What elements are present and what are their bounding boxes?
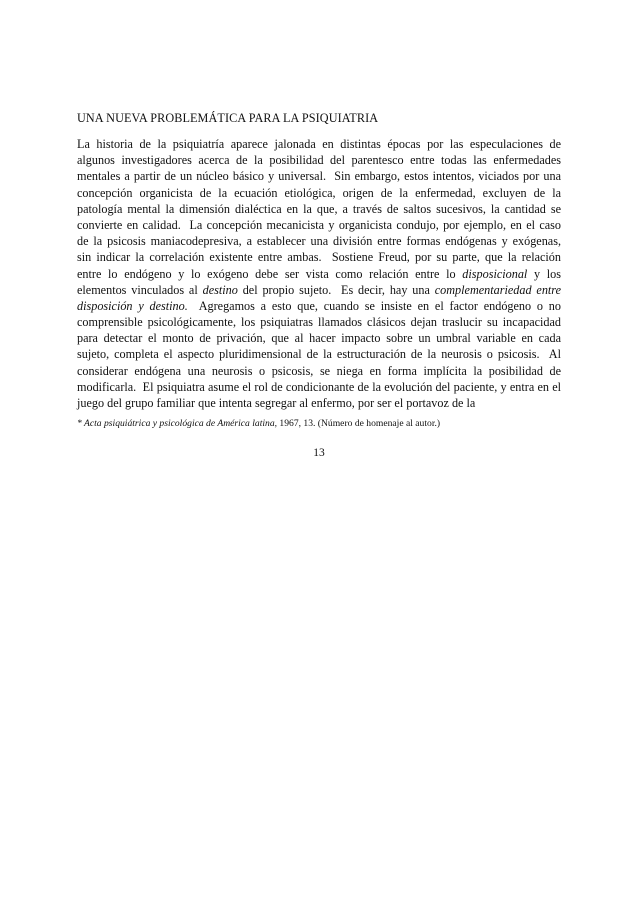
- paragraph-line: [77, 217, 561, 233]
- line-text: patología mental la dimensión dialéctica en la que, a través de saltos sucesivos, la cantidad se: [77, 201, 561, 216]
- paragraph-line: [77, 136, 561, 152]
- line-text: algunos investigadores acerca de la posibilidad del parentesco entre todas las enfermedades: [77, 153, 561, 168]
- paragraph-line: [77, 233, 561, 249]
- line-text: para detectar el monto de privación, que al hacer impacto sobre un umbral variable en cada: [77, 331, 561, 346]
- line-text: mentales a partir de un núcleo básico y universal. Sin embargo, estos intentos, viciados por una: [77, 169, 561, 184]
- paragraph-line: [77, 152, 561, 168]
- footnote: [77, 418, 440, 430]
- line-text: del propio sujeto. Es decir, hay una: [237, 282, 435, 297]
- line-text: de la psicosis maniacodepresiva, a establecer una división entre formas endógenas y exógenas,: [77, 234, 561, 249]
- footnote-details: 1967, 13. (Número de homenaje al autor.): [277, 418, 441, 429]
- line-text: sin indicar la correlación existente entre ambas. Sostiene Freud, por su parte, que la relación: [77, 250, 561, 265]
- paragraph-line: [77, 298, 561, 314]
- emphasized-text: destino: [202, 282, 238, 297]
- line-text: elementos vinculados al: [77, 282, 203, 297]
- emphasized-text: complementariedad entre: [434, 282, 561, 297]
- line-text: Agregamos a esto que, cuando se insiste en el factor endógeno o no: [187, 298, 561, 313]
- paragraph-line: [77, 185, 561, 201]
- line-text: juego del grupo familiar que intenta segregar al enfermo, por ser el portavoz de la: [77, 396, 476, 410]
- paragraph-line: [77, 201, 561, 217]
- line-text: comprensible psicológicamente, los psiquiatras llamados clásicos dejan traslucir su incapacidad: [77, 315, 561, 330]
- paragraph-line: [77, 346, 561, 362]
- page-number: 13: [313, 447, 325, 459]
- line-text: concepción organicista de la ecuación etiológica, origen de la enfermedad, excluyen de la: [77, 185, 561, 200]
- line-text: convierte en calidad. La concepción mecanicista y organicista condujo, por ejemplo, en el caso: [77, 217, 561, 232]
- paragraph-line: [77, 266, 561, 282]
- section-heading: UNA NUEVA PROBLEMÁTICA PARA LA PSIQUIATRIA: [77, 111, 379, 125]
- emphasized-text: disposicional: [462, 266, 528, 281]
- line-text: entre lo endógeno y lo exógeno debe ser vista como relación entre lo: [77, 266, 463, 281]
- paragraph-line: [77, 168, 561, 184]
- line-text: modificarla. El psiquiatra asume el rol de condicionante de la evolución del paciente, y entra en el: [77, 379, 561, 394]
- line-text: La historia de la psiquiatría aparece jalonada en distintas épocas por las especulaciones de: [77, 137, 561, 151]
- emphasized-text: disposición y destino.: [77, 298, 188, 313]
- paragraph-line: [77, 363, 561, 379]
- line-text: considerar endógena una neurosis o psicosis, se niega en forma implícita la posibilidad de: [77, 363, 561, 378]
- paragraph-line: [77, 330, 561, 346]
- line-text: y los: [527, 266, 561, 281]
- paragraph-line: [77, 379, 561, 395]
- paragraph-line: [77, 249, 561, 265]
- footnote-source: * Acta psiquiátrica y psicológica de América latina,: [77, 418, 278, 429]
- paragraph-line: [77, 395, 561, 411]
- paragraph-line: [77, 314, 561, 330]
- paragraph-line: [77, 282, 561, 298]
- body-paragraph: [77, 136, 561, 411]
- line-text: sujeto, completa el aspecto pluridimensional de la estructuración de la neurosis o psicosis. Al: [77, 347, 561, 362]
